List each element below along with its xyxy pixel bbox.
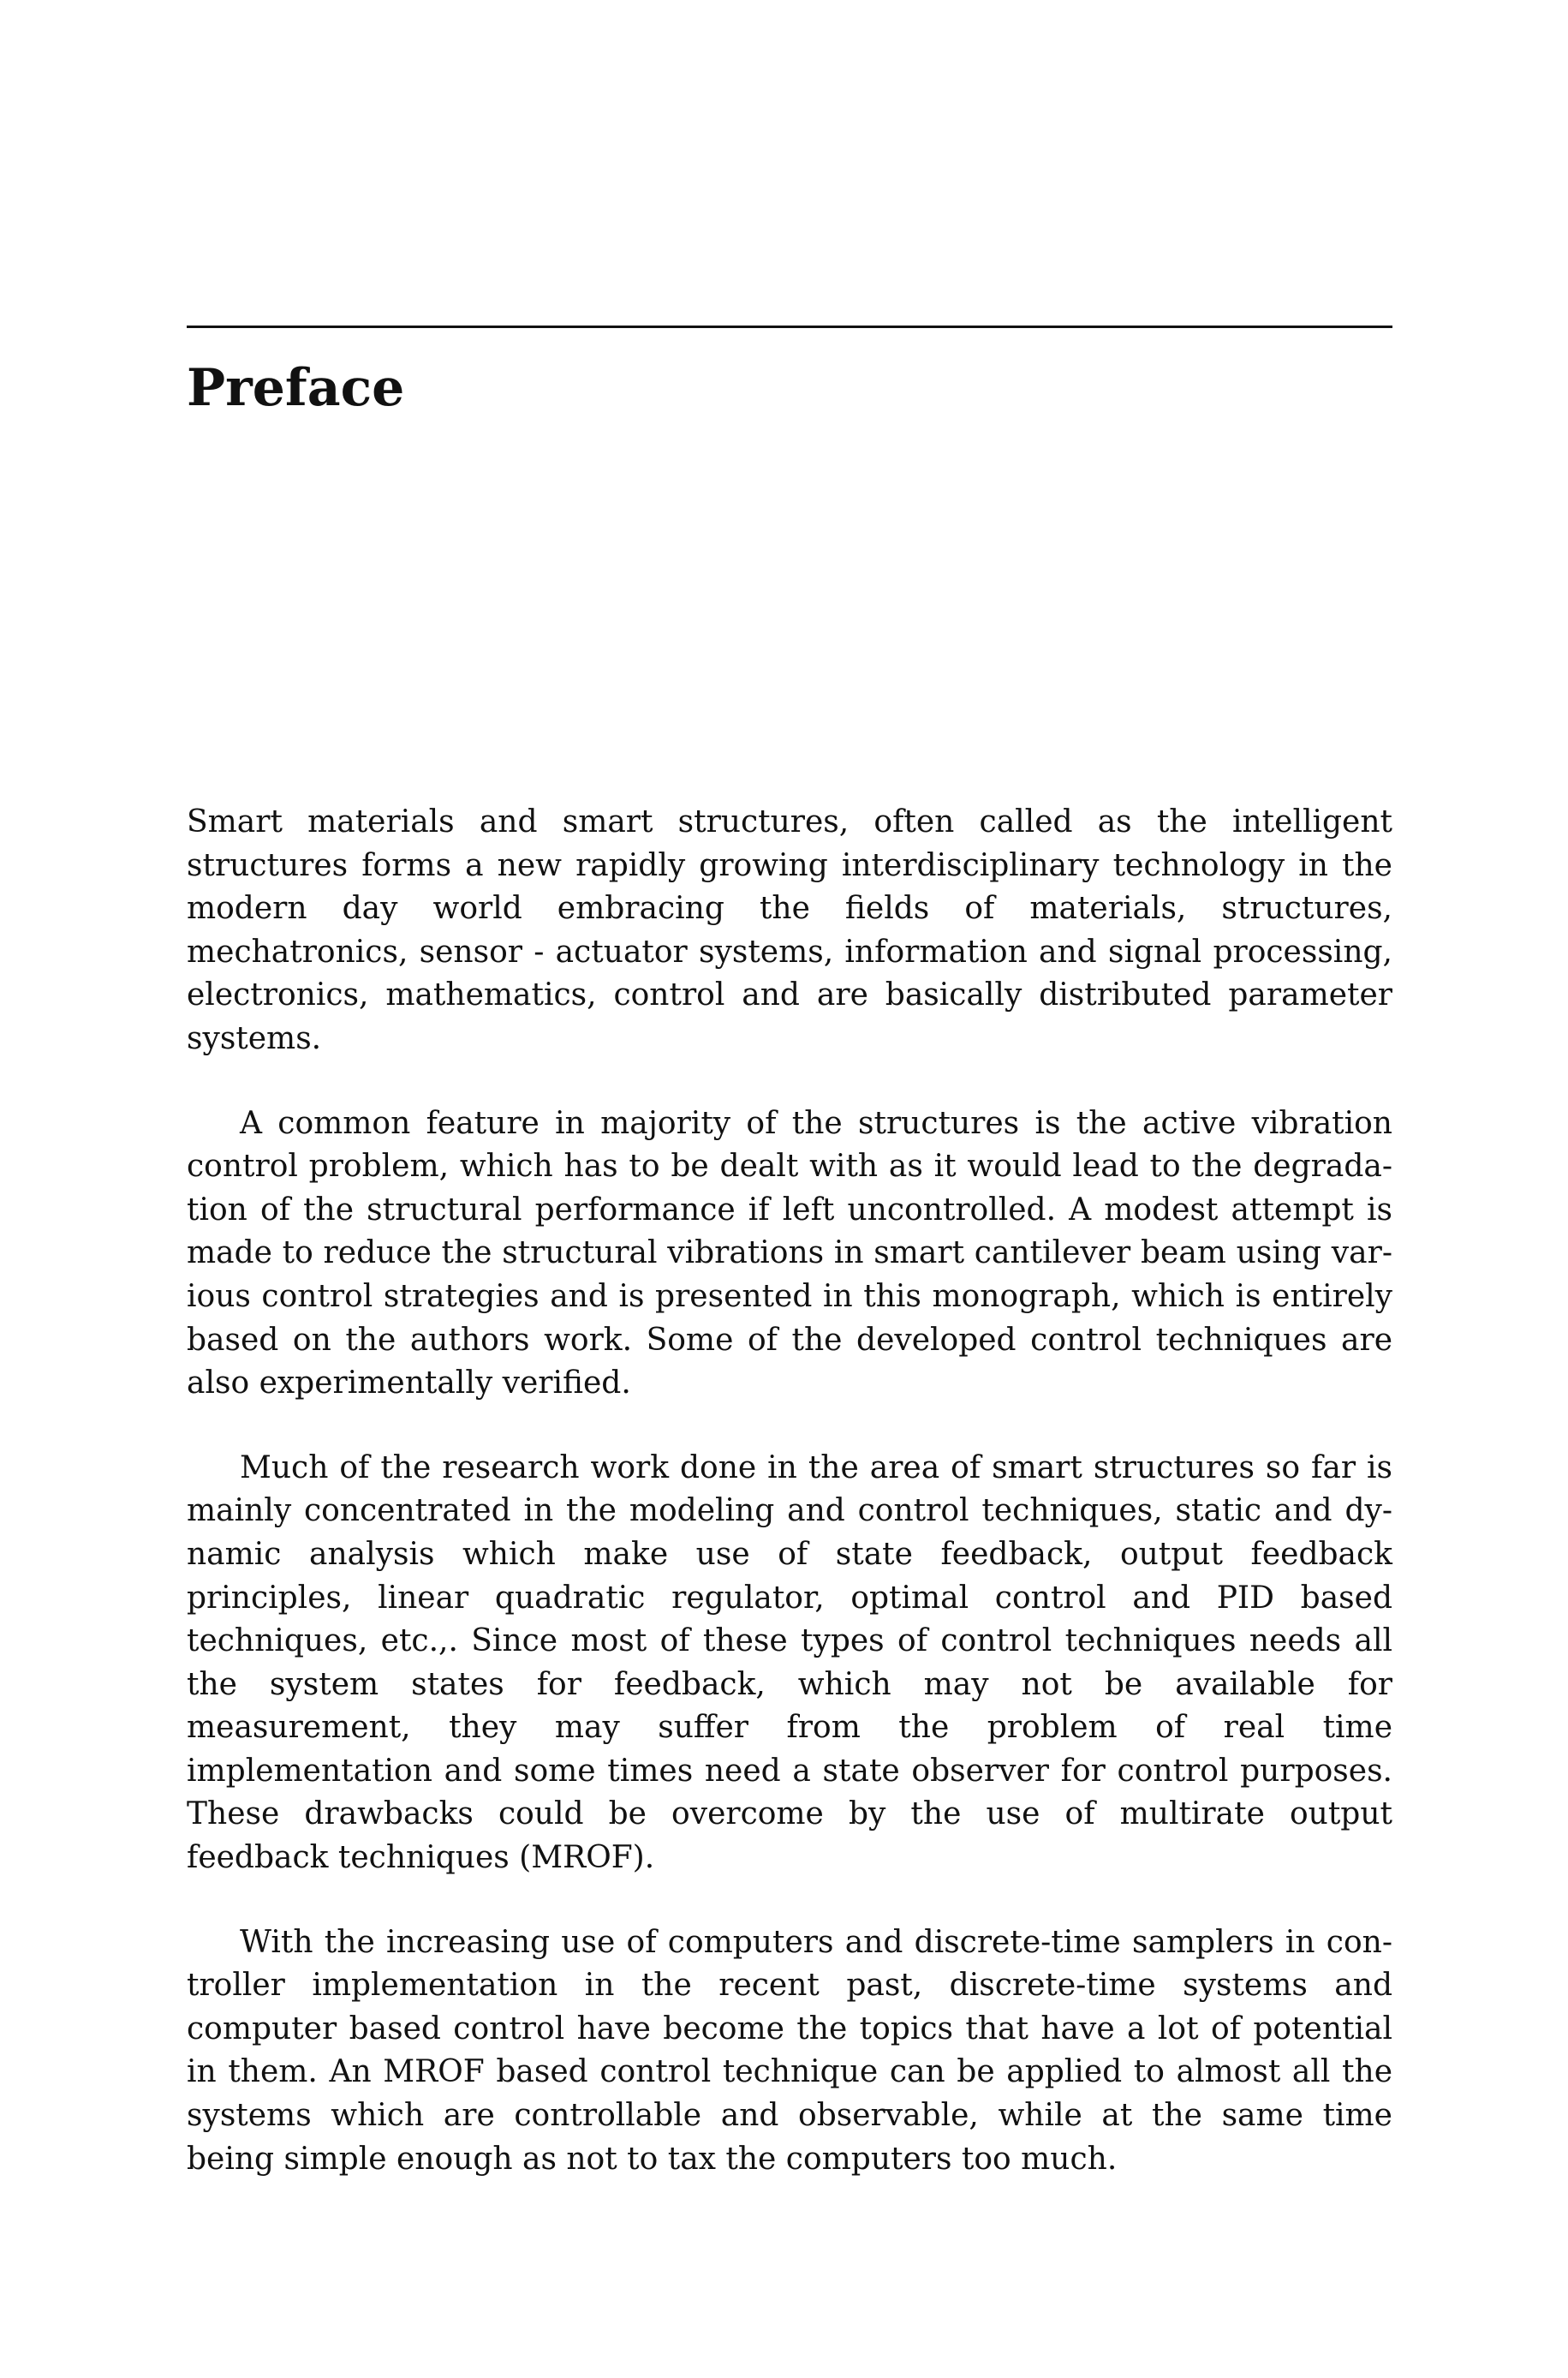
- paragraph-4: With the increasing use of computers and discrete-time samplers in controller implementation in the recent past, discrete-time systems and computer based control have become the topics that have a lot of potential in them. An MROF based control technique can be applied to almost all the systems which are controllable and observable, while at the same time being simple enough as not to tax the computers too much.: [187, 1924, 1392, 2177]
- preface-body: [187, 801, 1392, 2222]
- chapter-title: Preface: [187, 358, 405, 418]
- paragraph-2: A common feature in majority of the structures is the active vibration control problem, which has to be dealt with as it would lead to the degradation of the structural performance if left uncontrolled. A modest attempt is made to reduce the structural vibrations in smart cantilever beam using various control strategies and is presented in this monograph, which is entirely based on the authors work. Some of the developed control techniques are also experimentally verified.: [187, 1105, 1392, 1401]
- paragraph-3: Much of the research work done in the area of smart structures so far is mainly concentrated in the modeling and control techniques, static and dynamic analysis which make use of state feedback, output feedback principles, linear quadratic regulator, optimal control and PID based techniques, etc.,. Since most of these types of control techniques needs all the system states for feedback, which may not be available for measurement, they may suffer from the problem of real time implementation and some times need a state observer for control purposes. These drawbacks could be overcome by the use of multirate output feedback techniques (MROF).: [187, 1449, 1392, 1876]
- paragraph-1: Smart materials and smart structures, often called as the intelligent structures forms a new rapidly growing interdisciplinary technology in the modern day world embracing the fields of materials, structures, mechatronics, sensor - actuator systems, information and signal processing, electronics, mathematics, control and are basically distributed parameter systems.: [187, 804, 1392, 1056]
- chapter-rule: [187, 326, 1392, 328]
